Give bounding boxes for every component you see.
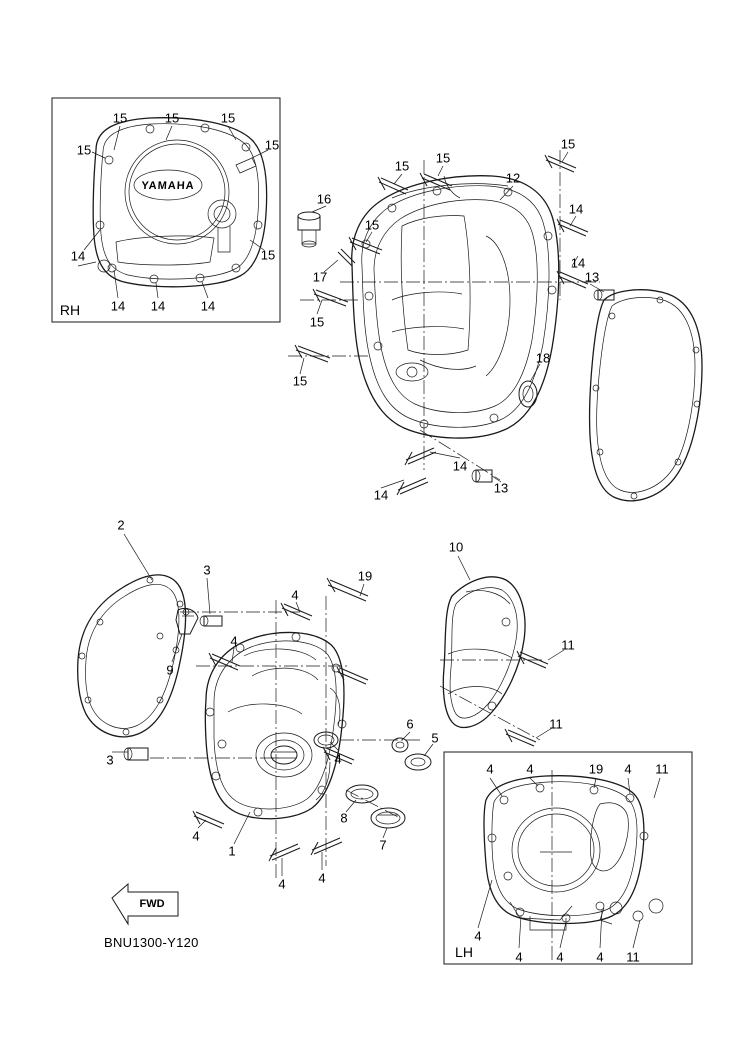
callout-number: 4 (624, 761, 632, 777)
callout-number: 14 (150, 298, 166, 314)
callout-number: 3 (106, 752, 114, 768)
callout-number: 7 (379, 837, 387, 853)
upper-bolts (292, 155, 588, 495)
dowel-pin-3-lower (124, 748, 148, 760)
callout-number: 15 (292, 373, 308, 389)
callout-number: 4 (526, 761, 534, 777)
callout-number: 5 (431, 730, 439, 746)
sprocket-cover-10 (443, 577, 525, 728)
oil-filler-cap (298, 212, 320, 247)
callout-number: 17 (312, 269, 328, 285)
callout-number: 19 (357, 568, 373, 584)
callout-number: 14 (452, 458, 468, 474)
callout-number: 14 (70, 248, 86, 264)
callout-number: 11 (655, 761, 669, 777)
callout-number: 4 (596, 949, 604, 965)
callout-number: 4 (556, 949, 564, 965)
oil-seal-18 (519, 381, 537, 407)
callout-number: 4 (278, 876, 286, 892)
callout-number: 15 (260, 247, 276, 263)
callout-number: 3 (203, 562, 211, 578)
callout-number: 2 (117, 517, 125, 533)
callout-number: 4 (318, 870, 326, 886)
callout-number: 4 (291, 587, 299, 603)
part-code: BNU1300-Y120 (104, 935, 199, 950)
callout-number: 19 (588, 761, 604, 777)
callout-number: 4 (515, 949, 523, 965)
callout-number: 18 (535, 350, 551, 366)
forward-arrow-label: FWD (139, 898, 165, 910)
callout-number: 12 (505, 170, 521, 186)
yamaha-logo: YAMAHA (141, 180, 195, 192)
callout-number: 15 (560, 136, 576, 152)
callout-number: 15 (435, 150, 451, 166)
callout-number: 13 (584, 269, 600, 285)
lower-bolts (193, 578, 548, 861)
rh-inset-panel (52, 98, 280, 322)
callout-number: 15 (76, 142, 92, 158)
clutch-cover-gasket (590, 290, 702, 501)
callout-number: 15 (309, 314, 325, 330)
callout-number: 16 (316, 191, 332, 207)
callout-number: 4 (192, 828, 200, 844)
callout-number: 15 (220, 110, 236, 126)
callout-number: 14 (373, 487, 389, 503)
callout-number: 6 (406, 716, 414, 732)
generator-cover-gasket (78, 575, 186, 737)
callout-number: 4 (334, 751, 342, 767)
callout-number: 15 (164, 110, 180, 126)
callout-number: 10 (448, 539, 464, 555)
callout-number: 15 (364, 217, 380, 233)
lh-panel-label: LH (455, 944, 473, 960)
callout-number: 4 (486, 761, 494, 777)
dowel-pin-3-upper (200, 616, 222, 626)
callout-number: 11 (626, 949, 640, 965)
callout-number: 11 (561, 637, 575, 653)
washer-5 (405, 754, 431, 770)
callout-number: 14 (570, 255, 586, 271)
callout-number: 13 (493, 480, 509, 496)
callout-number: 14 (200, 298, 216, 314)
callout-number: 15 (394, 158, 410, 174)
callout-number: 4 (230, 633, 238, 649)
callout-number: 1 (228, 843, 236, 859)
collar-13-bottom (472, 470, 492, 482)
callout-number: 8 (340, 810, 348, 826)
rh-panel-label: RH (59, 302, 81, 318)
oil-cap-7 (371, 808, 405, 828)
clutch-cover-assembly (352, 176, 559, 438)
callout-number: 14 (568, 201, 584, 217)
callout-number: 11 (549, 716, 563, 732)
oil-cap-o-ring-8 (346, 785, 378, 803)
callout-number: 4 (474, 928, 482, 944)
callout-number: 15 (264, 137, 280, 153)
callout-number: 14 (110, 298, 126, 314)
callout-number: 15 (112, 110, 128, 126)
callout-number: 9 (166, 662, 174, 678)
